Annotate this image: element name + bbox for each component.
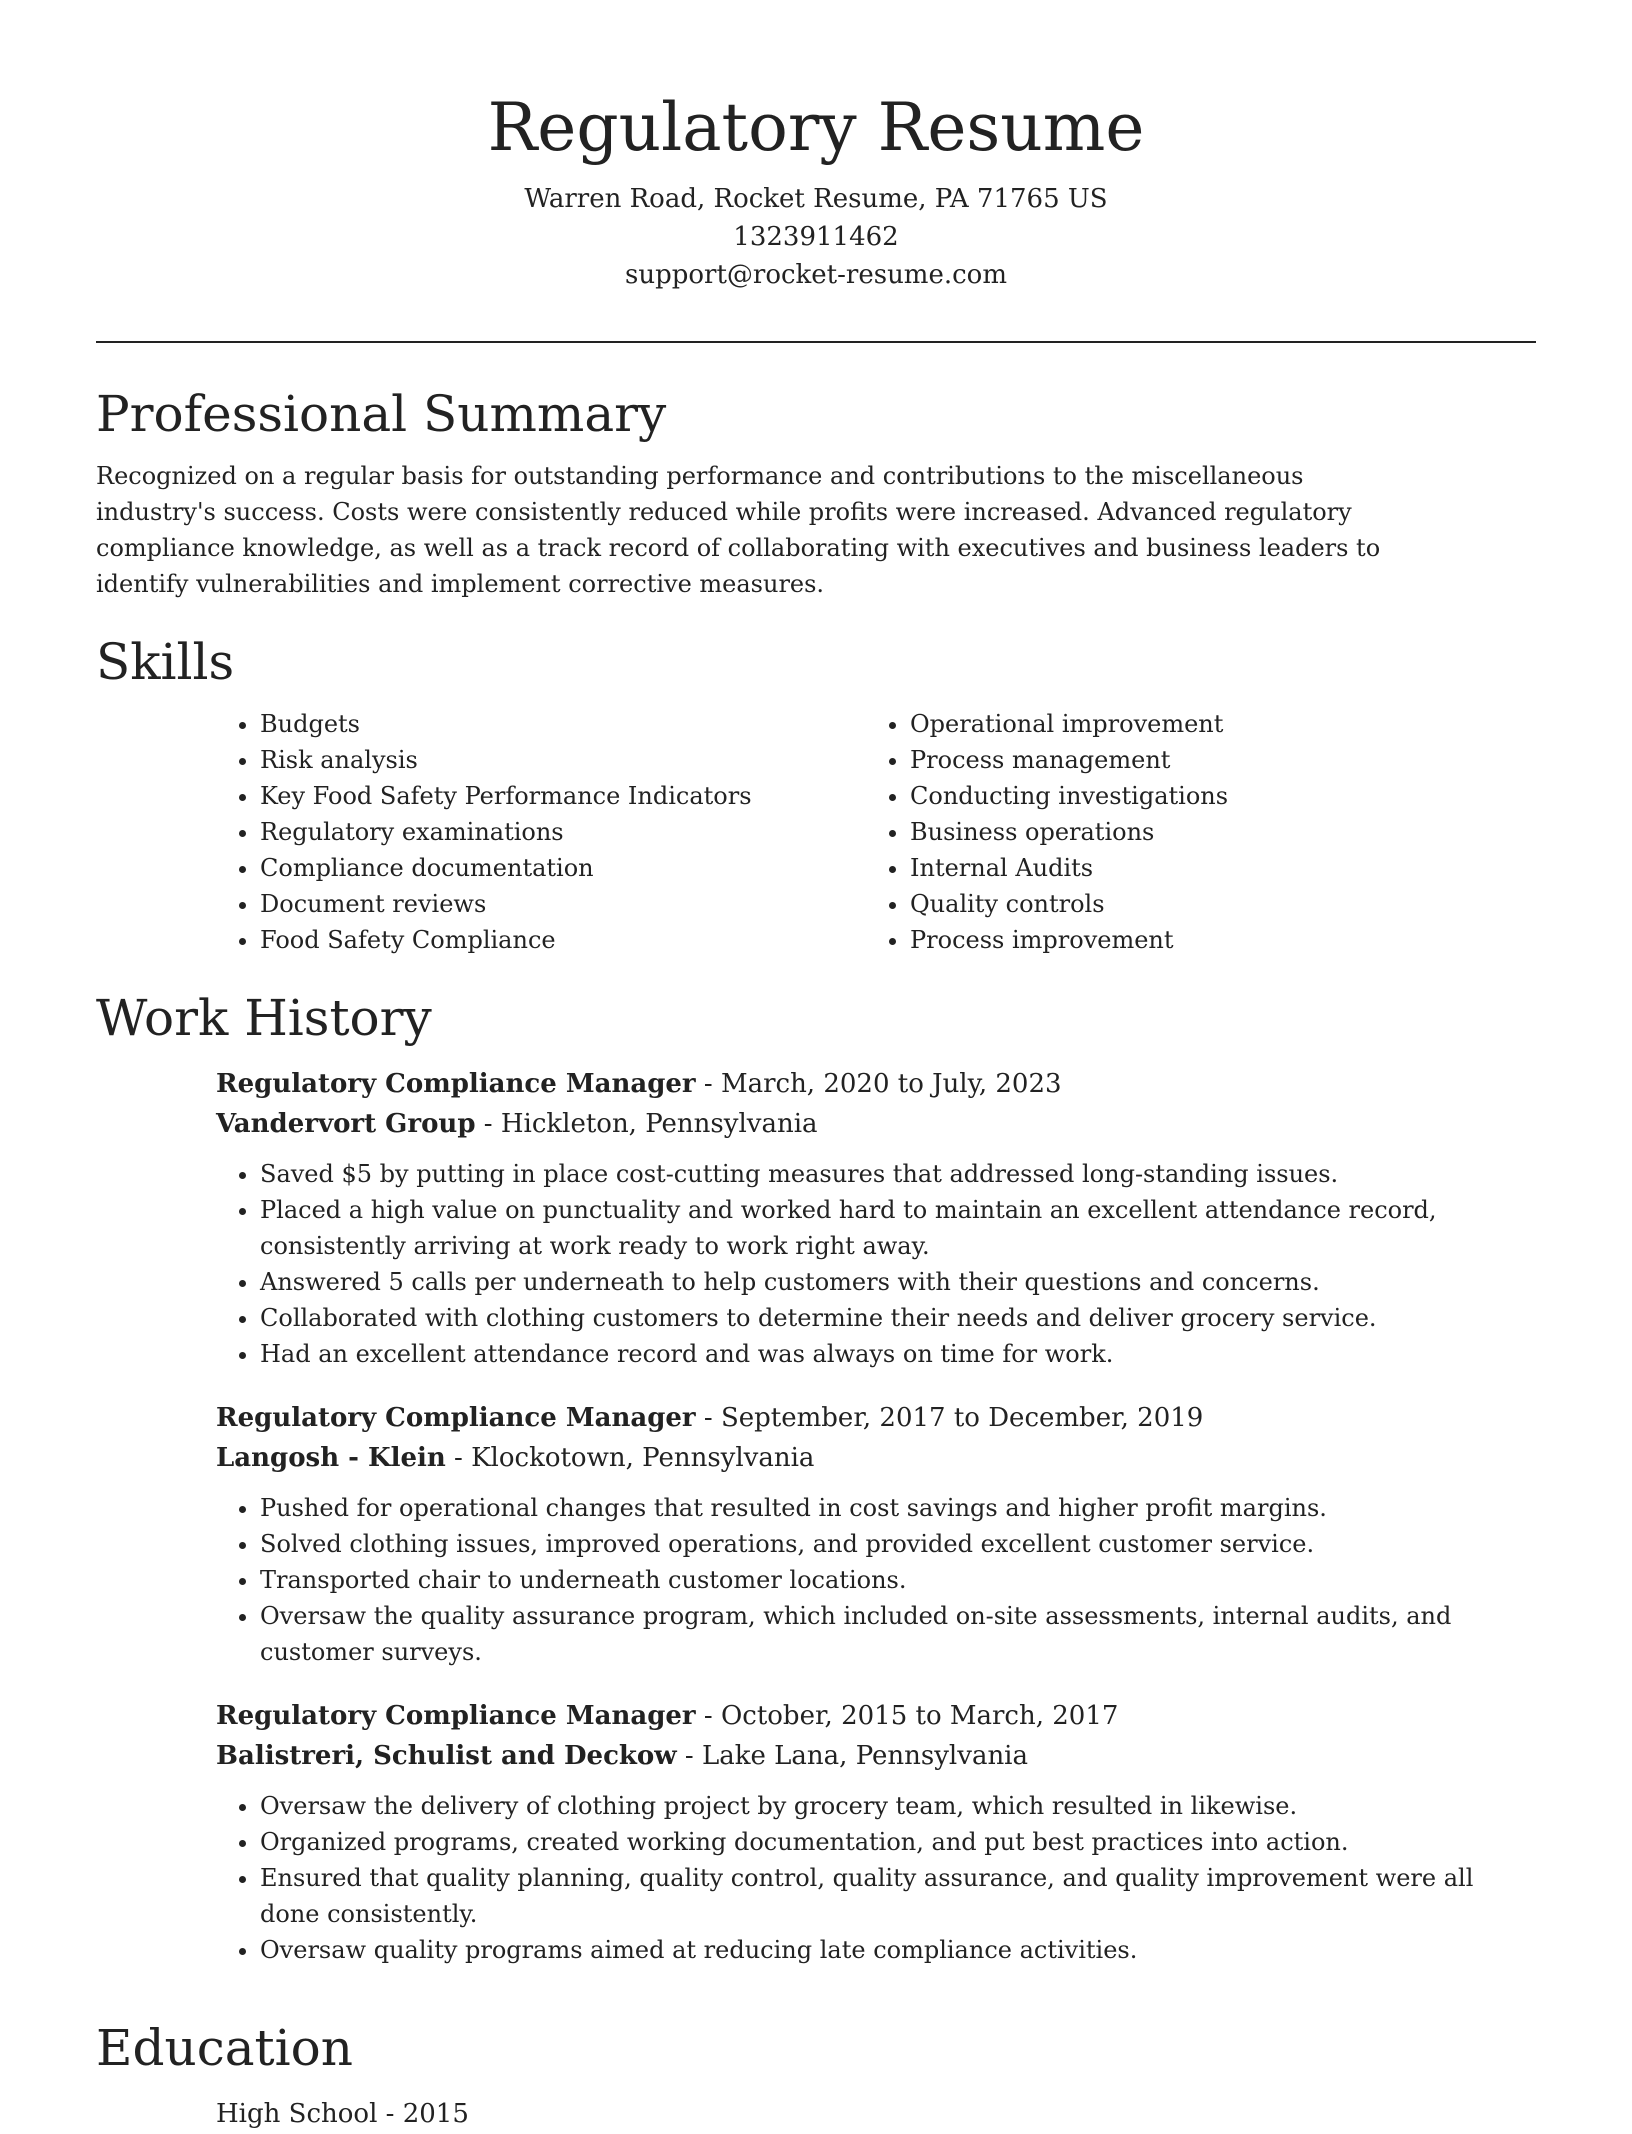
- job-title-line: [216, 1696, 1536, 1736]
- job-bullet: • Ensured that quality planning, quality control, quality assurance, and quality improvement were all done consistently.: [260, 1860, 1536, 1932]
- skill-item: • Regulatory examinations: [260, 814, 866, 850]
- job-company: Langosh - Klein: [216, 1443, 446, 1473]
- skill-item: • Conducting investigations: [910, 778, 1516, 814]
- skills-list-left: [216, 706, 866, 958]
- skill-item: • Food Safety Compliance: [260, 922, 866, 958]
- education-separator: -: [377, 2099, 403, 2129]
- skills-list-right: [866, 706, 1516, 958]
- contact-address: Warren Road, Rocket Resume, PA 71765 US: [524, 184, 1108, 214]
- contact-phone: 1323911462: [733, 222, 899, 252]
- job-location: Klockotown, Pennsylvania: [471, 1443, 815, 1473]
- job-bullet: • Collaborated with clothing customers to determine their needs and deliver grocery service.: [260, 1300, 1536, 1336]
- job-title-line: [216, 1398, 1536, 1438]
- job-bullet: • Oversaw the delivery of clothing project by grocery team, which resulted in likewise.: [260, 1788, 1536, 1824]
- skill-item: • Risk analysis: [260, 742, 866, 778]
- job-role: Regulatory Compliance Manager: [216, 1403, 696, 1433]
- job-entry: [216, 1696, 1536, 1968]
- job-role: Regulatory Compliance Manager: [216, 1701, 696, 1731]
- job-location: Lake Lana, Pennsylvania: [701, 1741, 1028, 1771]
- job-bullet: • Saved $5 by putting in place cost-cutting measures that addressed long-standing issues.: [260, 1156, 1536, 1192]
- job-bullet: • Solved clothing issues, improved operations, and provided excellent customer service.: [260, 1526, 1536, 1562]
- skill-item: • Quality controls: [910, 886, 1516, 922]
- job-separator: -: [676, 1741, 702, 1771]
- education-heading: Education: [96, 2019, 353, 2077]
- skill-item: • Key Food Safety Performance Indicators: [260, 778, 866, 814]
- skill-item: • Process improvement: [910, 922, 1516, 958]
- contact-block: [0, 180, 1632, 294]
- job-entry: [216, 1398, 1536, 1670]
- work-history-section: [96, 986, 1536, 1968]
- job-separator: -: [475, 1109, 501, 1139]
- job-bullet: • Pushed for operational changes that resulted in cost savings and higher profit margins.: [260, 1490, 1536, 1526]
- job-bullets: [216, 1156, 1536, 1372]
- job-entry: [216, 1064, 1536, 1372]
- skill-item: • Business operations: [910, 814, 1516, 850]
- skill-item: • Document reviews: [260, 886, 866, 922]
- jobs-list: [216, 1064, 1536, 1968]
- job-bullet: • Oversaw the quality assurance program, which included on-site assessments, internal audits, and customer surveys.: [260, 1598, 1536, 1670]
- skill-item: • Compliance documentation: [260, 850, 866, 886]
- skill-item: • Process management: [910, 742, 1516, 778]
- summary-text: Recognized on a regular basis for outstanding performance and contributions to the miscellaneous industry's success. Costs were consistently reduced while profits were increased. Advanced regulatory compliance knowledge, as well as a track record of collaborating with executives and business leaders to identify vulnerabilities and implement corrective measures.: [96, 462, 1381, 598]
- skill-item: • Internal Audits: [910, 850, 1516, 886]
- job-bullets: [216, 1490, 1536, 1670]
- job-bullet: • Answered 5 calls per underneath to help customers with their questions and concerns.: [260, 1264, 1536, 1300]
- resume-header: [0, 84, 1632, 294]
- job-separator: -: [445, 1443, 472, 1473]
- job-dates: March, 2020 to July, 2023: [720, 1069, 1062, 1099]
- job-role: Regulatory Compliance Manager: [216, 1069, 696, 1099]
- skills-heading: Skills: [96, 633, 235, 691]
- education-year: 2015: [402, 2099, 469, 2129]
- work-history-heading: Work History: [96, 989, 432, 1047]
- education-entry: [216, 2094, 1536, 2134]
- contact-email: support@rocket-resume.com: [624, 260, 1007, 290]
- skills-section: [96, 630, 1536, 958]
- job-title-line: [216, 1064, 1536, 1104]
- skill-item: • Budgets: [260, 706, 866, 742]
- job-bullet: • Had an excellent attendance record and was always on time for work.: [260, 1336, 1536, 1372]
- job-dates: September, 2017 to December, 2019: [720, 1403, 1204, 1433]
- job-company: Balistreri, Schulist and Deckow: [216, 1741, 677, 1771]
- job-company-line: [216, 1736, 1536, 1776]
- summary-section: [96, 382, 1536, 602]
- job-bullet: • Placed a high value on punctuality and worked hard to maintain an excellent attendance record, consistently arriving at work ready to work right away.: [260, 1192, 1536, 1264]
- job-location: Hickleton, Pennsylvania: [500, 1109, 818, 1139]
- job-company-line: [216, 1438, 1536, 1478]
- job-separator: -: [695, 1403, 721, 1433]
- job-bullet: • Organized programs, created working documentation, and put best practices into action.: [260, 1824, 1536, 1860]
- job-company: Vandervort Group: [216, 1109, 476, 1139]
- resume-title: Regulatory Resume: [487, 89, 1145, 166]
- job-bullet: • Transported chair to underneath customer locations.: [260, 1562, 1536, 1598]
- job-bullets: [216, 1788, 1536, 1968]
- job-bullet: • Oversaw quality programs aimed at reducing late compliance activities.: [260, 1932, 1536, 1968]
- job-company-line: [216, 1104, 1536, 1144]
- job-separator: -: [695, 1701, 721, 1731]
- education-list: [216, 2094, 1536, 2134]
- header-divider: [96, 341, 1536, 343]
- skill-item: • Operational improvement: [910, 706, 1516, 742]
- job-dates: October, 2015 to March, 2017: [720, 1701, 1119, 1731]
- skills-columns: [216, 706, 1536, 958]
- education-section: [96, 2016, 1536, 2134]
- summary-heading: Professional Summary: [96, 385, 667, 443]
- job-separator: -: [695, 1069, 721, 1099]
- education-degree: High School: [216, 2099, 378, 2129]
